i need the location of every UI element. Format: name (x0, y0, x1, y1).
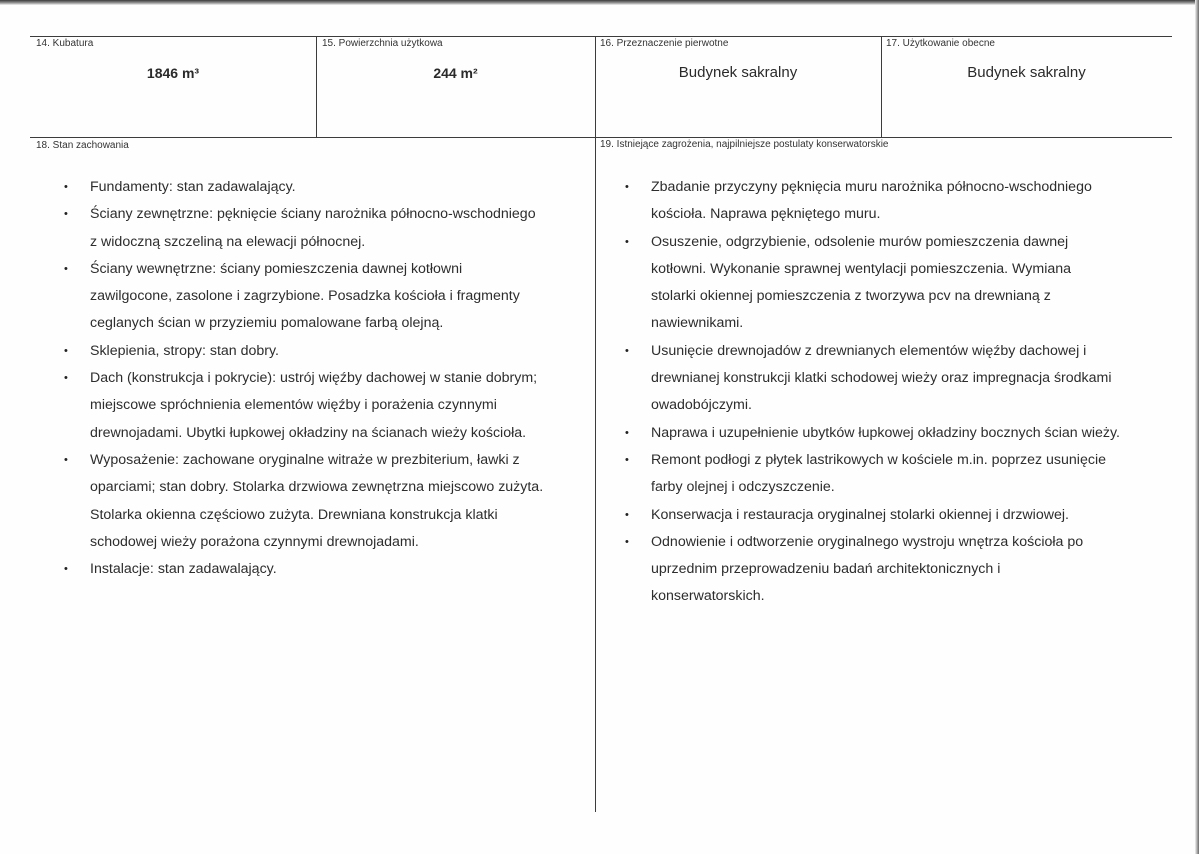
zagrozenia-item-line: drewnianej konstrukcji klatki schodowej wieży oraz impregnacja środkami (651, 370, 1112, 387)
bullet-icon: • (64, 262, 68, 275)
stan-item-line: Wyposażenie: zachowane oryginalne witraże w prezbiterium, ławki z (90, 451, 520, 468)
bullet-icon: • (625, 181, 629, 193)
bullet-icon: • (64, 181, 68, 193)
stan-item-line: Stolarka okienna częściowo zużyta. Drewniana konstrukcja klatki (90, 506, 498, 523)
bullet-icon: • (64, 372, 68, 385)
stan-item (64, 365, 594, 447)
zagrozenia-item (625, 338, 1185, 420)
stan-item-line: Fundamenty: stan zadawalający. (90, 179, 296, 195)
zagrozenia-item-line: kotłowni. Wykonanie sprawnej wentylacji pomieszczenia. Wymiana (651, 260, 1072, 277)
top-rule (30, 36, 1172, 37)
zagrozenia-item (625, 447, 1185, 502)
zagrozenia-item (625, 420, 1185, 447)
kubatura-label: 14. Kubatura (36, 38, 94, 49)
stan-item-line: ceglanych ścian w przyziemiu pomalowane farbą olejną. (90, 315, 444, 332)
bullet-icon: • (625, 453, 629, 466)
zagrozenia-item-line: konserwatorskich. (651, 588, 765, 605)
zagrozenia-label: 19. Istniejące zagrożenia, najpilniejsze postulaty konserwatorskie (600, 139, 889, 150)
stan-item (64, 256, 594, 338)
stan-item (64, 174, 594, 201)
zagrozenia-item-line: owadobójczymi. (651, 397, 752, 414)
zagrozenia-item-line: uprzednim przeprowadzeniu badań architektonicznych i (651, 561, 1001, 578)
stan-item-line: Ściany wewnętrzne: ściany pomieszczenia dawnej kotłowni (90, 260, 463, 277)
scan-edge-right (1195, 0, 1199, 854)
zagrozenia-item-line: Osuszenie, odgrzybienie, odsolenie murów pomieszczenia dawnej (651, 233, 1069, 250)
zagrozenia-item (625, 502, 1185, 529)
bullet-icon: • (625, 344, 629, 357)
kubatura-value: 1846 m³ (146, 65, 200, 81)
powierzchnia-value: 244 m² (433, 65, 478, 81)
stan-item (64, 447, 594, 556)
bullet-icon: • (64, 453, 68, 466)
zagrozenia-item (625, 529, 1185, 611)
uzytkowanie-value: Budynek sakralny (967, 64, 1086, 81)
bullet-icon: • (625, 235, 629, 248)
stan-item-line: Ściany zewnętrzne: pęknięcie ściany narożnika północno-wschodniego (90, 206, 536, 223)
stan-item-line: oparciami; stan dobry. Stolarka drzwiowa zewnętrzna miejscowo zużyta. (90, 479, 544, 496)
bullet-icon: • (64, 344, 68, 357)
przeznaczenie-value: Budynek sakralny (678, 64, 798, 81)
zagrozenia-list (625, 174, 1185, 611)
zagrozenia-item-line: Odnowienie i odtworzenie oryginalnego wystroju wnętrza kościoła po (651, 533, 1084, 550)
stan-item-line: schodowej wieży porażona czynnymi drewnojadami. (90, 533, 419, 550)
bullet-icon: • (625, 508, 629, 521)
uzytkowanie-label: 17. Użytkowanie obecne (886, 38, 995, 49)
divider-14-15 (316, 36, 317, 137)
zagrozenia-item-line: nawiewnikami. (651, 315, 744, 332)
stan-item (64, 338, 594, 365)
stan-item-line: miejscowe spróchnienia elementów więźby i porażenia czynnymi (90, 397, 497, 414)
zagrozenia-item-line: Remont podłogi z płytek lastrikowych w kościele m.in. poprzez usunięcie (651, 451, 1106, 468)
zagrozenia-item-line: Usunięcie drewnojadów z drewnianych elementów więźby dachowej i (651, 342, 1087, 359)
zagrozenia-item-line: stolarki okiennej pomieszczenia z tworzywa pcv na drewnianą z (651, 288, 1051, 305)
stan-item (64, 201, 594, 256)
bullet-icon: • (625, 426, 629, 439)
powierzchnia-label: 15. Powierzchnia użytkowa (322, 38, 443, 49)
bullet-icon: • (625, 535, 629, 548)
zagrozenia-item-line: Konserwacja i restauracja oryginalnej stolarki okiennej i drzwiowej. (651, 506, 1069, 523)
middle-rule (30, 137, 1172, 138)
zagrozenia-item (625, 229, 1185, 338)
zagrozenia-item-line: Naprawa i uzupełnienie ubytków łupkowej okładziny bocznych ścian wieży. (651, 424, 1120, 441)
scan-edge-top (0, 0, 1199, 5)
zagrozenia-item-line: kościoła. Naprawa pękniętego muru. (651, 206, 881, 223)
stan-item-line: Dach (konstrukcja i pokrycie): ustrój więźby dachowej w stanie dobrym; (90, 370, 538, 387)
stan-item-line: drewnojadami. Ubytki łupkowej okładziny na ścianach wieży kościoła. (90, 424, 527, 441)
stan-item (64, 556, 594, 583)
bullet-icon: • (64, 208, 68, 221)
stan-label: 18. Stan zachowania (36, 140, 129, 151)
stan-item-line: zawilgocone, zasolone i zagrzybione. Posadzka kościoła i fragmenty (90, 288, 520, 305)
przeznaczenie-label: 16. Przeznaczenie pierwotne (600, 38, 729, 49)
divider-16-17 (881, 36, 882, 137)
stan-item-line: Instalacje: stan zadawalający. (90, 561, 277, 578)
zagrozenia-item (625, 174, 1185, 229)
divider-15-16 (595, 36, 596, 812)
stan-item-line: Sklepienia, stropy: stan dobry. (90, 342, 280, 359)
stan-list (64, 174, 594, 583)
bullet-icon: • (64, 563, 68, 576)
stan-item-line: z widoczną szczeliną na elewacji północnej. (90, 233, 366, 250)
zagrozenia-item-line: farby olejnej i odczyszczenie. (651, 479, 835, 496)
zagrozenia-item-line: Zbadanie przyczyny pęknięcia muru narożnika północno-wschodniego (651, 179, 1092, 195)
